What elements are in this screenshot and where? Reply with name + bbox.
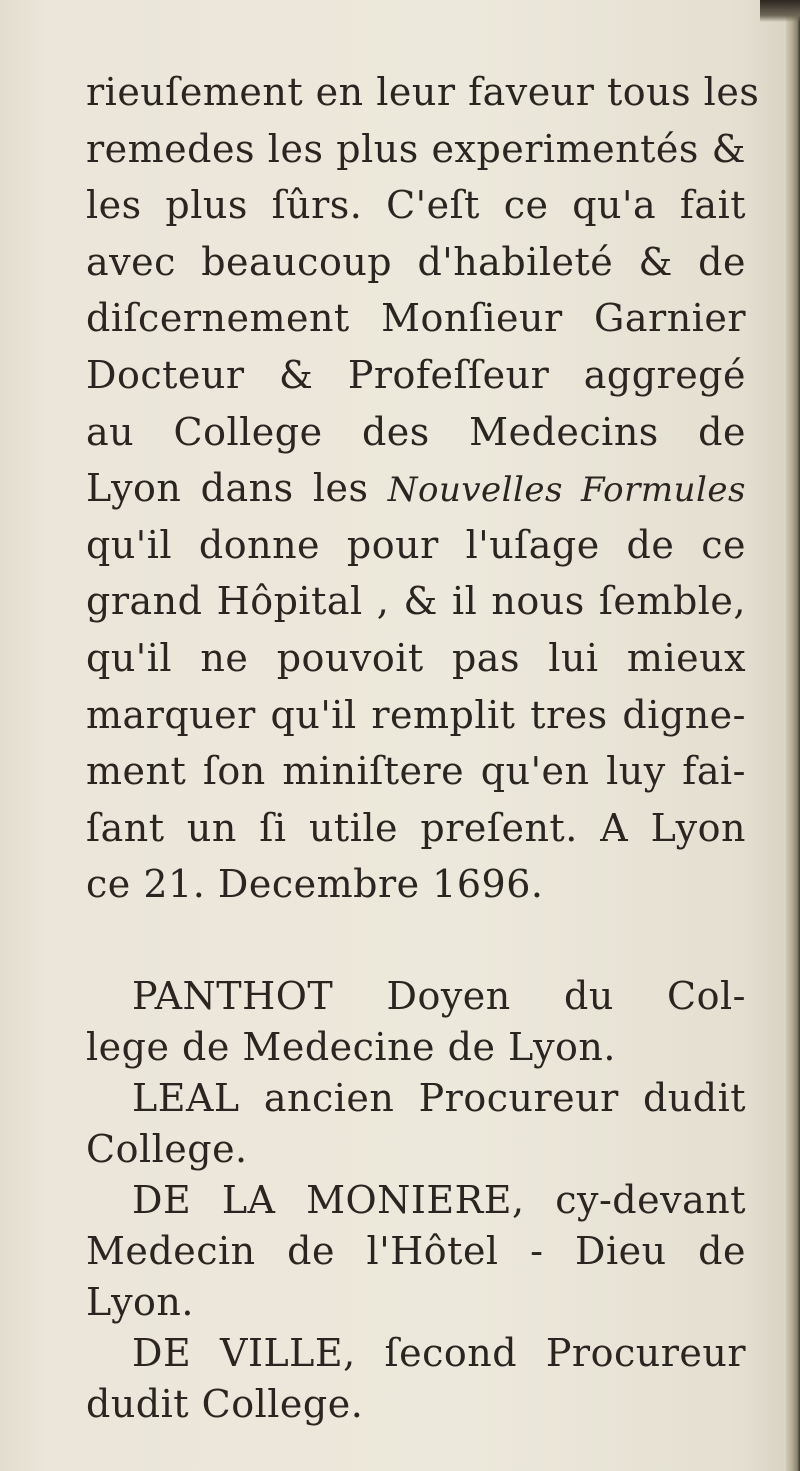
text-line: qu'il donne pour l'uſage de ce <box>86 522 746 567</box>
text-line: ment ſon miniſtere qu'en luy fai- <box>86 749 746 794</box>
signature-moniere-end: Lyon. <box>86 1279 194 1324</box>
signature-panthot: PANTHOT Doyen du Col- <box>132 973 746 1018</box>
text-line: ſant un ſi utile preſent. A Lyon <box>86 805 746 850</box>
page-edge-shadow <box>760 0 800 22</box>
text-line: avec beaucoup d'habileté & de <box>86 239 746 284</box>
signature-panthot-cont: lege de Medecine de Lyon. <box>86 1024 616 1069</box>
signature-leal: LEAL ancien Procureur dudit <box>132 1075 746 1120</box>
text-line: Docteur & Profeſſeur aggregé <box>86 352 746 397</box>
book-title: Nouvelles Formules <box>387 470 746 511</box>
text-fragment: Lyon dans les <box>86 466 388 511</box>
text-line: diſcernement Monſieur Garnier <box>86 296 746 341</box>
text-line: au College des Medecins de <box>86 409 746 454</box>
text-line: remedes les plus experimentés & <box>86 126 746 171</box>
signature-ville-cont: dudit College. <box>86 1381 364 1426</box>
page-text <box>86 64 760 1430</box>
date-line: ce 21. Decembre 1696. <box>86 862 544 907</box>
paragraph-gap <box>86 913 746 971</box>
text-line: qu'il ne pouvoit pas lui mieux <box>86 635 746 680</box>
text-line: rieuſement en leur faveur tous les <box>86 70 760 114</box>
page-edge <box>786 0 800 1471</box>
text-line: les plus ſûrs. C'eſt ce qu'a fait <box>86 183 746 228</box>
text-line-formules <box>86 460 746 517</box>
signature-moniere: DE LA MONIERE, cy-devant <box>132 1177 746 1222</box>
signature-moniere-cont: Medecin de l'Hôtel - Dieu de <box>86 1228 746 1273</box>
text-line: marquer qu'il remplit tres digne- <box>86 692 746 737</box>
signature-ville: DE VILLE, ſecond Procureur <box>132 1330 746 1375</box>
text-line: grand Hôpital , & il nous ſemble, <box>86 579 746 624</box>
signature-leal-cont: College. <box>86 1126 248 1171</box>
signatures <box>86 971 746 1430</box>
